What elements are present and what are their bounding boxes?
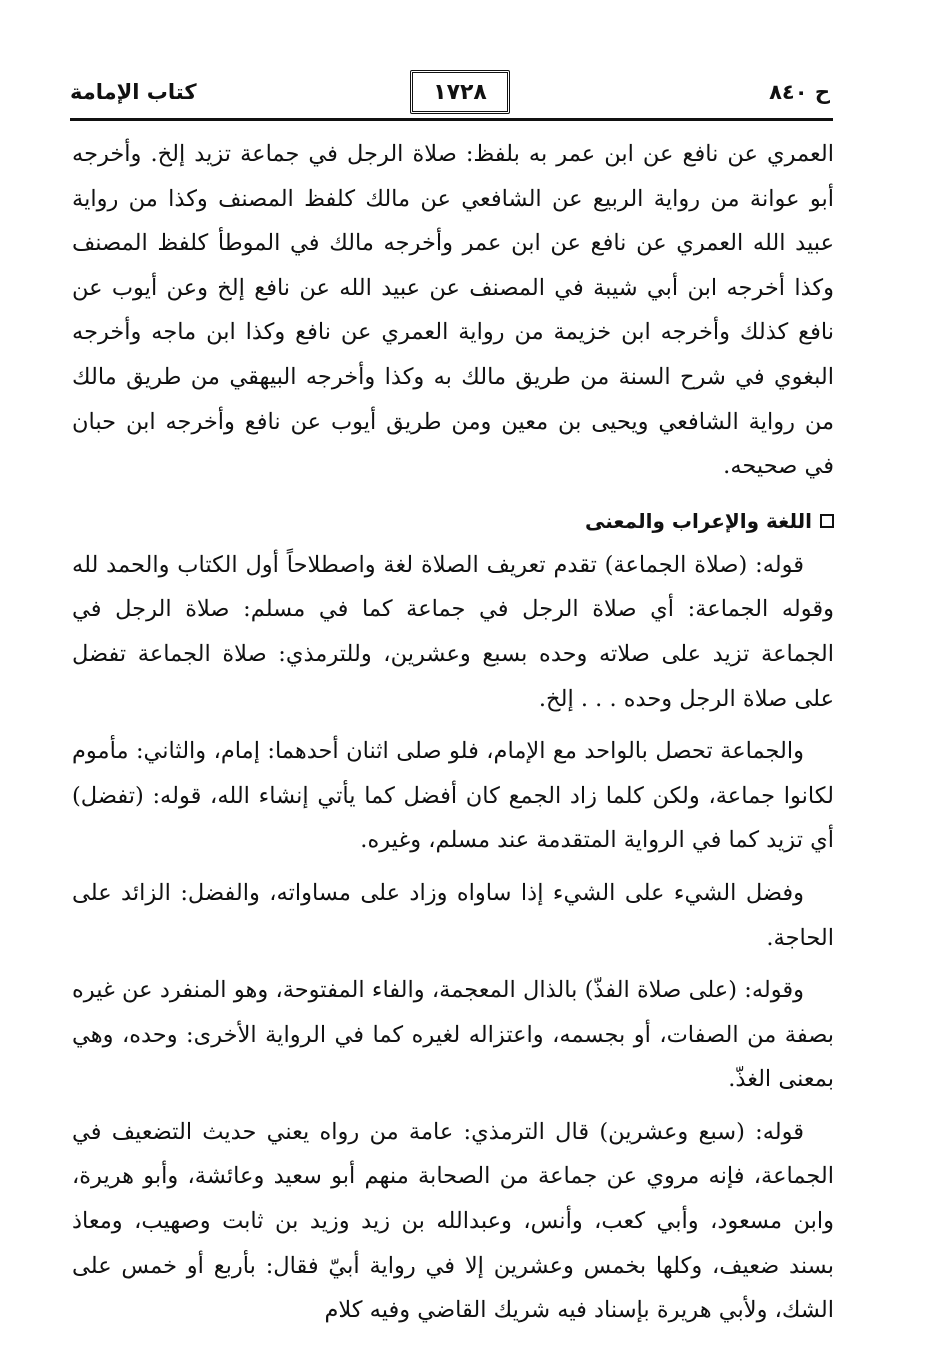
takhrij-paragraph: العمري عن نافع عن ابن عمر به بلفظ: صلاة الرجل في جماعة تزيد إلخ. وأخرجه أبو عوانة من رواية الربيع عن الشافعي عن مالك كلفظ المصنف وكذا من رواية عبيد الله العمري عن نافع عن ابن عمر وأخرجه مالك في الموطأ كلفظ المصنف وكذا أخرجه ابن أبي شيبة في المصنف عن عبيد الله عن نافع إلخ وعن أيوب عن نافع كذلك وأخرجه ابن خزيمة من رواية العمري عن نافع وكذا ابن ماجه وأخرجه البغوي في شرح السنة من طريق مالك به وكذا وأخرجه البيهقي من طريق مالك من رواية الشافعي ويحيى بن معين ومن طريق أيوب عن نافع وأخرجه ابن حبان في صحيحه.	[72, 141, 835, 480]
section-heading	[72, 499, 834, 543]
body-paragraph: والجماعة تحصل بالواحد مع الإمام، فلو صلى اثنان أحدهما: إمام، والثاني: مأموم لكانوا جماعة، ولكن كلما زاد الجمع كان أفضل كما يأتي إنشاء الله، قوله: (تفضل) أي تزيد كما في الرواية المتقدمة عند مسلم، وغيره.	[72, 738, 834, 854]
section-heading-text: اللغة والإعراب والمعنى	[584, 508, 812, 533]
body-paragraph: قوله: (سبع وعشرين) قال الترمذي: عامة من رواه يعني حديث التضعيف في الجماعة، فإنه مروي عن جماعة من الصحابة منهم أبو سعيد وعائشة، وأبو هريرة، وابن مسعود، وأبي كعب، وأنس، وعبدالله بن زيد وزيد بن ثابت وصهيب، ومعاذ بسند ضعيف، وكلها بخمس وعشرين إلا في رواية أبيّ فقال: بأربع أو خمس على الشك، ولأبي هريرة بإسناد فيه شريك القاضي وفيه كلام	[72, 1118, 834, 1324]
square-bullet-icon	[820, 514, 834, 528]
page-header	[70, 70, 830, 118]
hadith-reference: ح ٨٤٠	[769, 80, 830, 104]
body-paragraph: وقوله: (على صلاة الفذّ) بالذال المعجمة، والفاء المفتوحة، وهو المنفرد عن غيره بصفة من الصفات، أو بجسمه، واعتزاله لغيره كما في الرواية الأخرى: وحده، وهي بمعنى الغذّ.	[72, 977, 834, 1093]
body-paragraph: وفضل الشيء على الشيء إذا ساواه وزاد على مساواته، والفضل: الزائد على الحاجة.	[72, 879, 834, 951]
body-paragraph: قوله: (صلاة الجماعة) تقدم تعريف الصلاة لغة واصطلاحاً أول الكتاب والحمد لله وقوله الجماعة: أي صلاة الرجل في جماعة كما في مسلم: صلاة الرجل في الجماعة تزيد على صلاته وحده بسبع وعشرين، وللترمذي: صلاة الجماعة تفضل على صلاة الرجل وحده . . . إلخ.	[72, 551, 834, 712]
page-number-frame	[410, 70, 510, 114]
header-rule	[70, 118, 833, 121]
book-title: كتاب الإمامة	[70, 80, 197, 104]
page-content	[72, 132, 834, 1333]
page-number: ١٧٢٨	[433, 79, 487, 105]
